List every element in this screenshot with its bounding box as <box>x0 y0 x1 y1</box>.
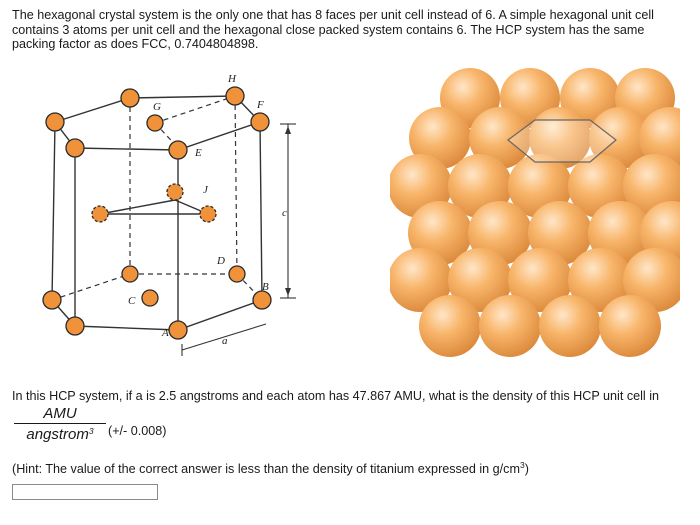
label-b: B <box>262 281 269 293</box>
tolerance-text: (+/- 0.008) <box>108 424 167 438</box>
label-g: G <box>153 101 161 113</box>
label-f: F <box>257 99 264 111</box>
density-unit-fraction <box>14 406 106 444</box>
question-text: In this HCP system, if a is 2.5 angstroms and each atom has 47.867 AMU, what is the density of this HCP unit cell in <box>12 389 660 403</box>
label-lattice-a: a <box>222 335 228 347</box>
label-d: D <box>217 255 225 267</box>
sphere <box>419 295 481 357</box>
intro-text: The hexagonal crystal system is the only one that has 8 faces per unit cell instead of 6. A simple hexagonal unit cell contains 3 atoms per unit cell and the hexagonal close packed system contains 6. The HCP system has the same packing factor as does FCC, 0.7404804898. <box>12 8 654 51</box>
sphere <box>599 295 661 357</box>
unit-numerator: AMU <box>43 405 77 422</box>
label-lattice-c: c <box>282 207 287 219</box>
label-e: E <box>195 147 202 159</box>
hcp-sphere-packing-illustration <box>390 58 680 368</box>
label-j: J <box>203 184 208 196</box>
hcp-unit-cell-diagram <box>30 68 330 368</box>
hint-text: (Hint: The value of the correct answer is less than the density of titanium expressed in $g/cm^3$) <box>12 460 529 476</box>
sphere <box>479 295 541 357</box>
label-c: C <box>128 295 136 307</box>
label-a: A <box>162 327 169 339</box>
answer-input[interactable] <box>12 484 158 500</box>
unit-denominator: angstrom$^3$ <box>26 426 94 443</box>
fraction-bar <box>14 423 106 424</box>
label-h: H <box>228 73 236 85</box>
sphere <box>539 295 601 357</box>
